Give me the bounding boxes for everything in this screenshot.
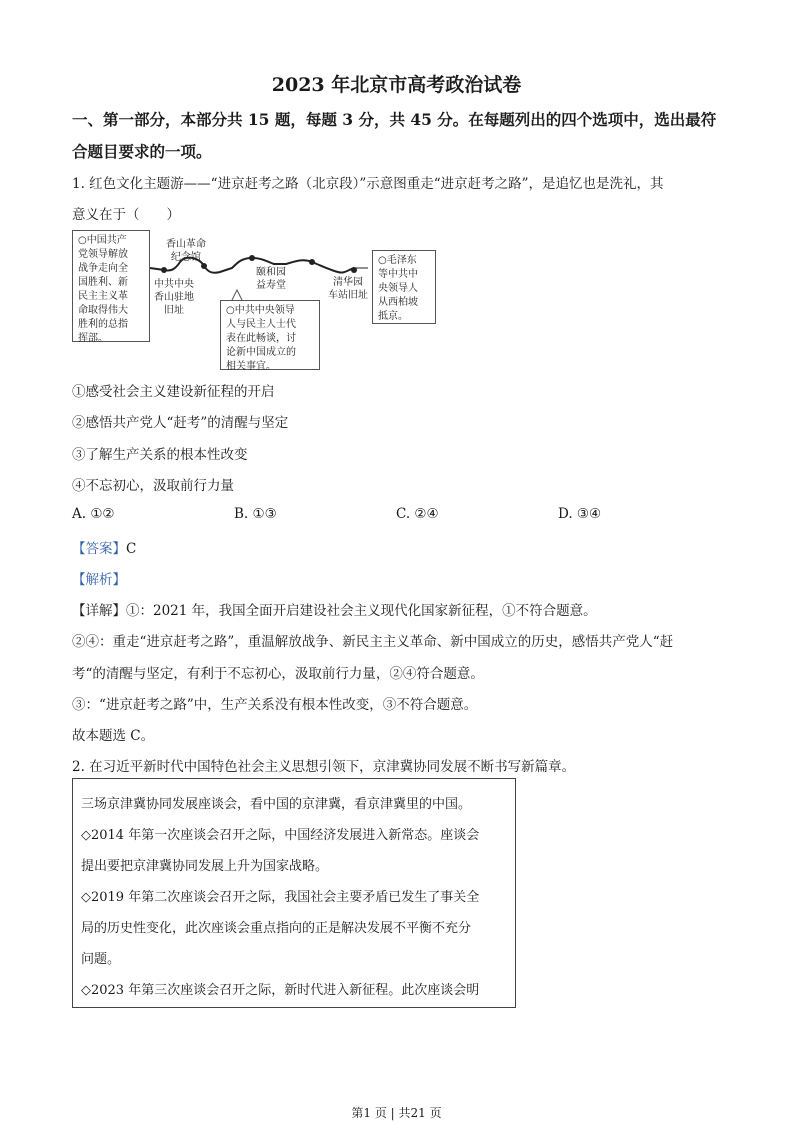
- q2-box-line: 三场京津冀协同发展座谈会，看中国的京津冀，看京津冀里的中国。: [81, 797, 472, 812]
- label-xiangshan-site: 中共中央 香山驻地 旧址: [154, 279, 194, 316]
- q1-option-b: B. ①③: [234, 506, 277, 522]
- answer-tag: 【答案】: [72, 541, 126, 557]
- q2-box-line: 问题。: [81, 952, 121, 967]
- callout-mao: ○毛泽东 等中共中 央领导人 从西柏坡 抵京。: [372, 250, 436, 324]
- section-heading-line1: 一、第一部分，本部分共 15 题，每题 3 分，共 45 分。在每题列出的四个选项中，选出最符: [72, 110, 717, 129]
- callout-leaders: ○中共中央领导 人与民主人士代 表在此畅谈，讨 论新中国成立的 相关事宜。: [220, 300, 320, 370]
- callout-hq: ○中国共产 党领导解放 战争走向全 国胜利、新 民主主义革 命取得伟大 胜利的总指 挥部。: [72, 230, 150, 342]
- q2-box-line: 提出要把京津冀协同发展上升为国家战略。: [81, 859, 329, 874]
- q1-option-c: C. ②④: [396, 506, 439, 522]
- q2-box-line: ◇2023 年第三次座谈会召开之际，新时代进入新征程。此次座谈会明: [81, 983, 480, 998]
- q1-stem-line2: 意义在于（ ）: [72, 207, 180, 223]
- route-dot: [309, 259, 315, 265]
- q1-analysis-tag: 【解析】: [72, 572, 126, 588]
- route-dot: [351, 267, 357, 273]
- answer-value: C: [126, 541, 137, 557]
- detail-tag: 【详解】: [72, 603, 126, 619]
- q1-detail-line1: [72, 599, 597, 619]
- q1-item-2: ②感悟共产党人“赶考”的清醒与坚定: [72, 415, 289, 431]
- q1-detail-line2: ②④：重走“进京赶考之路”，重温解放战争、新民主主义革命、新中国成立的历史，感悟共产党人“赶: [72, 634, 674, 650]
- document-title: 2023 年北京市高考政治试卷: [271, 74, 522, 96]
- q1-conclusion: 故本题选 C。: [72, 728, 155, 744]
- route-figure: [72, 228, 442, 373]
- label-qinghuayuan-station: 清华园 车站旧址: [328, 277, 368, 301]
- q1-detail-line3: 考“的清醒与坚定，有利于不忘初心，汲取前行力量，②④符合题意。: [72, 666, 484, 682]
- page-footer: 第1 页 | 共21 页: [351, 1106, 442, 1120]
- q1-item-1: ①感受社会主义建设新征程的开启: [72, 384, 275, 400]
- q2-stem: 2. 在习近平新时代中国特色社会主义思想引领下，京津冀协同发展不断书写新篇章。: [72, 759, 576, 775]
- detail-text: ①：2021 年，我国全面开启建设社会主义现代化国家新征程，①不符合题意。: [126, 603, 597, 619]
- q1-detail-line4: ③：“进京赶考之路”中，生产关系没有根本性改变，③不符合题意。: [72, 697, 478, 713]
- q1-stem-line1: 1. 红色文化主题游——“进京赶考之路（北京段）”示意图重走“进京赶考之路”，是追忆也是洗礼，其: [72, 176, 664, 192]
- q2-box-line: ◇2019 年第二次座谈会召开之际，我国社会主要矛盾已发生了事关全: [81, 890, 480, 905]
- section-heading-line2: 合题目要求的一项。: [72, 142, 212, 161]
- label-yiheyuan: 颐和园 益寿堂: [256, 267, 286, 291]
- q2-box-line: ◇2014 年第一次座谈会召开之际，中国经济发展进入新常态。座谈会: [81, 828, 480, 843]
- q1-answer: [72, 537, 136, 557]
- q2-material-box: [72, 778, 516, 1008]
- q1-item-3: ③了解生产关系的根本性改变: [72, 447, 248, 463]
- route-dot: [161, 267, 167, 273]
- q1-item-4: ④不忘初心，汲取前行力量: [72, 478, 234, 494]
- route-dot: [249, 255, 255, 261]
- q1-option-d: D. ③④: [558, 506, 602, 522]
- q2-box-line: 局的历史性变化，此次座谈会重点指向的正是解决发展不平衡不充分: [81, 921, 472, 936]
- label-xiangshan-museum: 香山革命 纪念馆: [166, 239, 206, 263]
- q1-option-a: A. ①②: [72, 506, 115, 522]
